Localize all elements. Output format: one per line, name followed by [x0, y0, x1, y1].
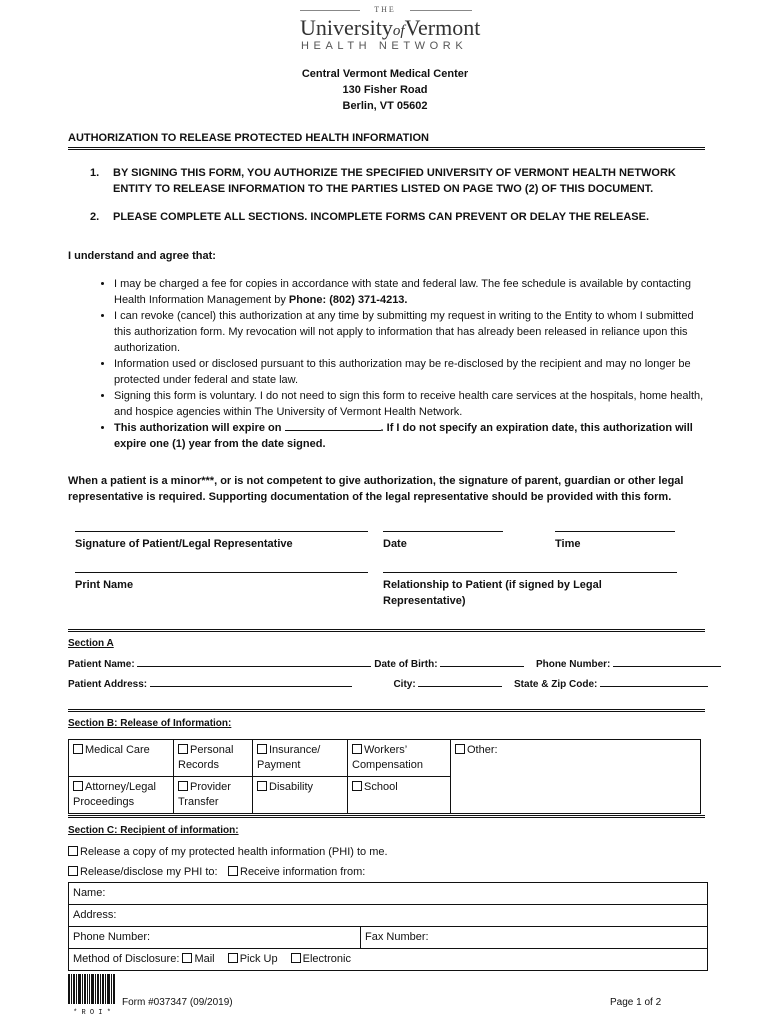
address-block: [235, 66, 535, 114]
checkbox[interactable]: [228, 866, 238, 876]
recipient-phone-field[interactable]: Phone Number:: [69, 927, 361, 949]
state-zip-field[interactable]: [600, 676, 708, 687]
logo-the: THE: [374, 5, 396, 14]
checkbox[interactable]: [178, 781, 188, 791]
checkbox[interactable]: [352, 781, 362, 791]
checkbox[interactable]: [352, 744, 362, 754]
logo: [300, 4, 481, 54]
expiration-date-field[interactable]: [285, 420, 381, 431]
term-expiration: • This authorization will expire on . If I do not specify an expiration date, this authorization will expire one (1) year from the date signed.: [114, 420, 708, 452]
checkbox[interactable]: [73, 781, 83, 791]
checkbox[interactable]: [68, 846, 78, 856]
term-revoke: • I can revoke (cancel) this authorization at any time by submitting my request in writing to the Entity to whom I submitted this authorization form. My revocation will not apply to information that has already been released in reliance upon this authorization.: [114, 308, 708, 356]
instructions: [90, 165, 705, 225]
disclosure-method-row: Method of Disclosure: Mail Pick Up Electronic: [69, 949, 708, 971]
page-number: Page 1 of 2: [610, 997, 662, 1008]
barcode: [68, 974, 116, 1017]
address-line-3: Berlin, VT 05602: [342, 100, 428, 112]
term-voluntary: • Signing this form is voluntary. I do not need to sign this form to receive health care services at the hospitals, home health, and hospice agencies within The University of Vermont Health Network.: [114, 388, 708, 420]
date-label: Date: [383, 538, 407, 550]
city-field[interactable]: [418, 676, 502, 687]
patient-address-label: Patient Address:: [68, 679, 148, 690]
address-line-1: Central Vermont Medical Center: [301, 68, 469, 80]
patient-address-field[interactable]: [150, 676, 352, 687]
barcode-icon: [68, 974, 116, 1004]
terms-list: [68, 276, 708, 452]
option-attorney-legal[interactable]: Attorney/Legal Proceedings: [69, 777, 174, 814]
dob-label: Date of Birth:: [374, 659, 438, 670]
checkbox[interactable]: [257, 744, 267, 754]
method-mail-option[interactable]: Mail: [182, 953, 214, 965]
relationship-label: Relationship to Patient (if signed by Legal Representative): [383, 579, 602, 607]
patient-address-row: [68, 676, 708, 692]
date-line[interactable]: [383, 531, 503, 532]
term-redisclose: • Information used or disclosed pursuant to this authorization may be re-disclosed by the recipient and may no longer be protected under federal and state law.: [114, 356, 708, 388]
option-personal-records[interactable]: Personal Records: [174, 740, 253, 777]
receive-from-option[interactable]: Receive information from:: [228, 864, 365, 880]
print-name-line[interactable]: [75, 572, 368, 573]
option-disability[interactable]: Disability: [253, 777, 348, 814]
checkbox[interactable]: [178, 744, 188, 754]
option-provider-transfer[interactable]: Provider Transfer: [174, 777, 253, 814]
release-disclose-option[interactable]: Release/disclose my PHI to:: [68, 864, 218, 880]
state-zip-label: State & Zip Code:: [514, 679, 598, 690]
dob-field[interactable]: [440, 656, 524, 667]
method-pickup-option[interactable]: Pick Up: [228, 953, 278, 965]
recipient-fax-field[interactable]: Fax Number:: [361, 927, 708, 949]
minor-note: When a patient is a minor***, or is not competent to give authorization, the signature of parent, guardian or other legal representative is required. Supporting documentation of the legal representative should be provided with this form.: [68, 475, 684, 503]
option-workers-compensation[interactable]: Workers’ Compensation: [348, 740, 451, 777]
section-c-divider: [68, 815, 705, 818]
checkbox[interactable]: [68, 866, 78, 876]
checkbox[interactable]: [257, 781, 267, 791]
time-label: Time: [555, 538, 581, 550]
form-number: Form #037347 (09/2019): [122, 997, 233, 1008]
term-fee: • I may be charged a fee for copies in accordance with state and federal law. The fee schedule is available by contacting Health Information Management by Phone: (802) 371-4213.: [114, 276, 708, 308]
logo-name: UniversityofVermont: [300, 15, 481, 40]
relationship-line[interactable]: [383, 572, 677, 573]
patient-name-field[interactable]: [137, 656, 371, 667]
checkbox[interactable]: [73, 744, 83, 754]
method-electronic-option[interactable]: Electronic: [291, 953, 351, 965]
option-school[interactable]: School: [348, 777, 451, 814]
section-c-title: Section C: Recipient of information:: [68, 825, 239, 836]
patient-name-label: Patient Name:: [68, 659, 135, 670]
phone-label: Phone Number:: [535, 659, 611, 670]
section-a-title: Section A: [68, 638, 114, 649]
recipient-name-field[interactable]: Name:: [69, 883, 708, 905]
recipient-table: [68, 882, 708, 971]
recipient-address-field[interactable]: Address:: [69, 905, 708, 927]
address-line-2: 130 Fisher Road: [342, 84, 428, 96]
section-b-title: Section B: Release of Information:: [68, 718, 232, 729]
print-name-label: Print Name: [75, 579, 134, 591]
checkbox[interactable]: [228, 953, 238, 963]
time-line[interactable]: [555, 531, 675, 532]
patient-name-row: [68, 656, 708, 672]
release-options-table: [68, 739, 701, 814]
logo-subtitle: HEALTH NETWORK: [301, 40, 468, 52]
signature-label: Signature of Patient/Legal Representative: [75, 538, 293, 550]
option-medical-care[interactable]: Medical Care: [69, 740, 174, 777]
option-insurance-payment[interactable]: Insurance/ Payment: [253, 740, 348, 777]
release-copy-option[interactable]: Release a copy of my protected health information (PHI) to me.: [68, 844, 388, 860]
section-a-divider: [68, 629, 705, 632]
instruction-1: 1. BY SIGNING THIS FORM, YOU AUTHORIZE THE SPECIFIED UNIVERSITY OF VERMONT HEALTH NETWORK ENTITY TO RELEASE INFORMATION TO THE PARTIES LISTED ON PAGE TWO (2) OF THIS DOCUMENT.: [90, 167, 676, 195]
instruction-2: 2. PLEASE COMPLETE ALL SECTIONS. INCOMPLETE FORMS CAN PREVENT OR DELAY THE RELEASE.: [90, 211, 650, 223]
phone-field[interactable]: [613, 656, 721, 667]
checkbox[interactable]: [182, 953, 192, 963]
checkbox[interactable]: [291, 953, 301, 963]
option-other[interactable]: Other:: [451, 740, 701, 814]
barcode-text: * R O I *: [73, 1009, 111, 1017]
section-b-divider: [68, 709, 705, 712]
checkbox[interactable]: [455, 744, 465, 754]
title-divider: [68, 147, 705, 150]
signature-line[interactable]: [75, 531, 368, 532]
city-label: City:: [393, 679, 416, 690]
agree-heading: I understand and agree that:: [68, 250, 216, 262]
form-title: AUTHORIZATION TO RELEASE PROTECTED HEALTH INFORMATION: [68, 132, 429, 144]
